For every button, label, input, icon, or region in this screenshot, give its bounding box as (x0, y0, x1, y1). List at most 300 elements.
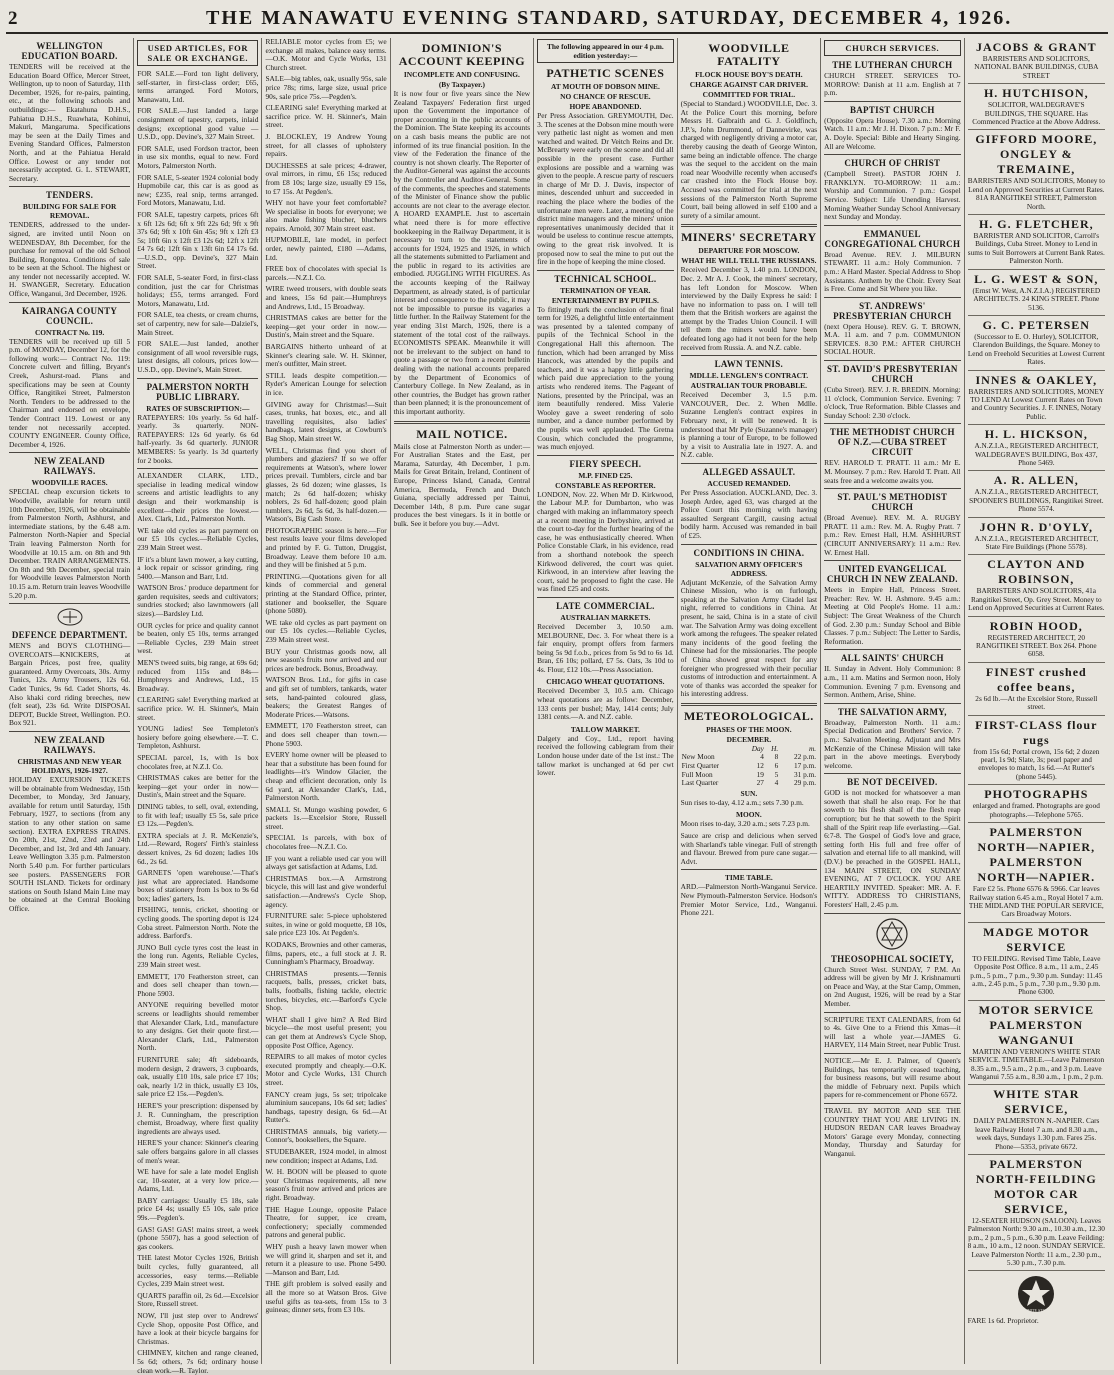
article-mail-notice: Mails close at Palmerston North as under:— For Australian States and the East, per Marama, Saturday, 4th December, 1 p.m. Mails for Great Britain, Ireland, Continent of Europe, Princess Island, Canada, Central America, Bermuda, French and Dutch Guiana, specially addressed per Tainui, December 14th, 8 p.m. Pure cane sugar produces the best vinegars. Is it in bottle or bulk. See it before you buy.—Advt. (393, 441, 531, 528)
article-technical: To fittingly mark the conclusion of the final term for 1926, a delightful little entertainment was presented by a talented company of pupils of the Technical School in the Congregational Hall this afternoon. The function, which had been arranged by Miss Hancock, was attended by the pupils and teachers, and it was a happy little gathering which paid due appreciation to the young artists who rendered items. The Pageant of Nations, presented by the Principal, was an item beautifully rendered. Miss Valerie Wooley gave a sweet rendering of solo number, and a dance number performed by the pupils was well applauded. The Gretna Cousin, which concluded the programme, was much enjoyed. (537, 304, 674, 452)
card-name: G. C. PETERSEN (982, 317, 1090, 332)
classified-ad: BARGAINS hitherto unheard of at Skinner's clearing sale. W. H. Skinner, men's outfitter, Main street. (265, 342, 387, 369)
classified-ad: CLEARING sale! Everything marked at sacrifice price. W. H. Skinner's, Main street. (137, 695, 259, 722)
card-name: MADGE MOTOR SERVICE (983, 924, 1090, 954)
article-timetable: ARD.—Palmerston North-Wanganui Service. New Plymouth-Palmerston Service. Hodson's Premier Motor Service, Ltd., Wanganui. Phone 221. (680, 882, 818, 918)
card-text: BARRISTERS AND SOLICITORS, Money to Lend on Approved Securities at Current Rates. 81A RANGITIKEI STREET, Palmerston North. (967, 176, 1105, 211)
divider (537, 597, 673, 598)
divider (681, 703, 817, 706)
classified-ad: PHOTOGRAPHIC season is here.—For best results leave your films developed and printed by F. G. Tutton, Druggist, Broadway. Leave them before 10 a.m. and they will be finished at 5 p.m. (265, 525, 387, 570)
classified-ad: CLEARING sale! Everything marked at sacrifice price. W. H. Skinner's, Main street. (265, 103, 387, 130)
column-3 (262, 38, 390, 1364)
divider (824, 649, 960, 650)
classified-ad: CHRISTMAS cakes are better for the keeping—get your order in now—Dustin's, Main street and the Square. (137, 773, 259, 800)
classified-ad: HERE'S your chance: Skinner's clearing sale offers bargains galore in all classes of men's wear. (137, 1138, 259, 1165)
classified-ad: FURNITURE sale; 4ft sideboards, modern design, 2 drawers, 3 cupboards, oak, usually £10 10s, sale price £7 10s; oak, nearly 1/2 in thick, usually £3 10s, sale price £2 15s.—Pegden's. (137, 1054, 259, 1099)
classified-ad: WE have for sale a late model English car, 10-seater, at a very low price.—Adams, Ltd. (137, 1167, 259, 1194)
headline-mail-notice: MAIL NOTICE. (416, 426, 508, 441)
headline-xmas-railways: NEW ZEALAND RAILWAYS. (34, 735, 106, 756)
subhead-fiery-1: M.P. FINED £25. (578, 470, 633, 480)
divider (9, 186, 130, 187)
article-china: Adjutant McKenzie, of the Salvation Army Chinese Mission, who is on furlough, speaking at the Salvation Army Citadel last night, referred to conditions in China. At present, he said, China is in a state of civil war. The Salvation Army was doing excellent work among the refugees. The speaker related many incidents of the good feeling the Chinese had for the missionaries. The people of China showed great respect for any foreigner who progressed with their peculiar customs of introduction and entertainment. A vote of thanks was accorded the speaker for his interesting address. (680, 577, 818, 699)
subhead-late-commercial: AUSTRALIAN MARKETS. (560, 612, 651, 622)
church-salvation-army-text: Broadway, Palmerston North. 11 a.m.: Special Dedication and Brothers' Service. 7 p.m.: Salvation Meeting. Adjutant and Mrs McKenzie of the Chinese Mission will take part in the above meetings. Everybody welcome. (824, 717, 961, 770)
church-baptist: BAPTIST CHURCH (849, 104, 935, 115)
professional-card (968, 38, 1105, 84)
card-name: PHOTOGRAPHS (984, 787, 1089, 802)
divider (9, 731, 130, 732)
subhead-xmas-railways: CHRISTMAS AND NEW YEAR HOLIDAYS, 1926-1927. (17, 757, 122, 776)
classified-ad: RELIABLE motor cycles from £5; we exchange all makes, balance easy terms.—O.K. Motor and Cycle Works, 131 Church street. (265, 37, 387, 72)
classified-ad: GIVING away for Christmas!—Suit cases, trunks, hat boxes, etc., and all travelling requisites, also ladies' handbags, latest designs, at Cowburn's Bag Shop, Main street W. (265, 399, 387, 443)
moon-phase-cell: Full Moon (681, 769, 713, 779)
classified-ad: FOR SALE, 5-seater Ford, in first-class condition, just the car for Christmas holidays; £55, terms arranged. Ford Motors, Manawatu, Ltd. (137, 273, 259, 308)
subhead-assault: ACCUSED REMANDED. (707, 479, 791, 488)
subhead-pathetic-3: HOPE ABANDONED. (569, 102, 642, 111)
card-name: PALMERSTON NORTH—NAPIER, PALMERSTON NORTH—NAPIER. (977, 825, 1096, 885)
moon-phase-cell: Last Quarter (681, 778, 719, 788)
divider (9, 603, 130, 604)
column-6 (678, 38, 821, 1364)
church-emmanuel-text: Broad Avenue. REV. J. MILBURN STEWART. 11 a.m.: Holy Communion. 7 p.m.: A Hard Master. Special Address to Shop Assistants. Anthem by the Choir. Every Seat is Free. Come and Sit Where you like. (824, 249, 961, 294)
subhead-miners-2: WHAT HE WILL TELL THE RUSSIANS. (681, 256, 817, 266)
article-account-keeping: It is now four or five years since the New Zealand Taxpayers' Federation first urged upon the Government the importance of proper accounting in the public accounts of the Dominion. The State keeping its accounts on a cash basis means the public are not informed of its true financial position. In the view of the Federation the finance of the country is not shown clearly. The Reporter of the Auditor-General was against the accounts by the Controller and Auditor-General. Some of the comments, the speeches and statements of the Minister of Finance show the public accounts are not clear to the average elector. A HOARD EXAMPLE. Just to ascertain what need there is for more effective bookkeeping in the Railway Department, it is necessary to turn to the statements of accounts for 1924, 1925 and 1926, in which all the statements submitted to Parliament and the public in regard to its activities are embodied. JUGGLING WITH FIGURES. As the accounts keeping of the Railway Department, as already stated, is of particular interest and consequence to the public, it may not be impossible to pursue its vagaries a little further. In the Railway Statement for the year ending 31st March, 1926, there is a statement of the total cost of the railways. ECONOMISTS SPEAK. Meanwhile it will not be irrelevant to the subject on hand to quote a passage or two from a recent bulletin dealing with the national accounts prepared by the Department of Economics of Canterbury College. In New Zealand, as in other countries, the Budget has grown rather than been planned; it is the pronouncement of this important authority. (393, 89, 531, 416)
classified-ad: STILL leads despite competition.—Ryder's American Lounge for selection in ice. (265, 370, 387, 397)
classified-list (137, 472, 258, 1375)
card-text: MARTIN AND VERNON'S WHITE STAR SERVICE. TIMETABLE.—Leave Palmerston 8.35 a.m., 9.5 a.m., 2 p.m., and 3 p.m. Leave Wanganui 7.55 a.m., 8.30 a.m., 1 p.m., 2 p.m. (968, 1046, 1105, 1081)
classified-ad: KODAKS, Brownies and other cameras, films, papers, etc., a full stock at J. R. Cunningham's Pharmacy, Broadway. (265, 940, 387, 967)
article-tallow: Dalgety and Coy., Ltd., report having received the following cablegram from their London house under date of the 1st inst.: The tallow market is unchanged at 6d per cwt lower. (537, 733, 674, 778)
white-star-label: WHITE STAR (1024, 1308, 1049, 1314)
card-name: ROBIN HOOD, (989, 618, 1083, 633)
headline-kairanga: KAIRANGA COUNTY COUNCIL. (21, 305, 118, 326)
classified-ad: WATSON Bros.' produce department for garden requisites, seeds and cultivators; sundries stocked; also lawnmowers (all sizes).—Bardsley Ltd. (137, 583, 259, 619)
subhead-pathetic-1: AT MOUTH OF DOBSON MINE. (550, 82, 660, 91)
card-text: enlarged and framed. Photographs are good photographs.—Telephone 5765. (972, 801, 1100, 819)
subhead-woodville-3: COMMITTED FOR TRIAL. (702, 90, 796, 99)
subhead-kairanga: CONTRACT No. 119. (34, 327, 105, 337)
church-united-evangelical: UNITED EVANGELICAL CHURCH IN NEW ZEALAND. (826, 564, 958, 585)
card-name: H. HUTCHISON, (983, 86, 1089, 101)
fare-line: FARE 1s 6d. Proprietor. (967, 1316, 1039, 1326)
divider (537, 270, 673, 271)
classified-ad: FOR SALE.—Just landed, another consignment of all wool reversible rugs, latest designs, all colours, prices low—U.S.D., opp. Devine's, Main Street. (137, 339, 259, 374)
article-theosophical: Church Street West. SUNDAY, 7 P.M. An address will be given by Mr J. Krishnamurti on Peace and Way, at the Star Camp, Ommen, on 2nd August, 1926, will be read by a Star Member. (824, 964, 961, 1008)
classified-ad: WIRE tweed trousers, with double seats and knees, 15s 6d pair.—Humphreys and Andrews, Ltd., 15 Broadway. (265, 284, 387, 311)
classified-ad: FOR SALE, 5-seater 1924 colonial body Hupmobile car, this car is as good as new; £235, real snip, terms arranged. Ford Motors, Manawatu, Ltd. (137, 172, 259, 208)
card-text: Fare £2 5s. Phone 6576 & 5966. Car leaves Railway station 6.45 a.m., Royal Hotel 7 a.m. THE MIDLAND THE POPULAR SERVICE, Cars Broadway Motors. (968, 884, 1104, 919)
professional-card (968, 555, 1105, 616)
card-name: FINEST crushed coffee beans, (985, 664, 1087, 694)
divider (824, 360, 960, 361)
classified-ad: WELL, Christmas find you short of plumbers and glaziers? If so we offer requirements at Watson's, where lower prices prevail. Tumblers, circle and bar glasses, 2s 6d dozen; wine glasses, 1s match; 2s 6d half-dozen; whisky noblers, 2s 6d half-dozen; good plain tumblers, 2s 6d, 5s 6d, 3s half-dozen.—Watson's, Big Cash Store. (265, 445, 387, 524)
classified-ad: FOR SALE, tea chests, or cream churns, set of carpentry, new for sale—Dalziel's, Main Street. (137, 310, 259, 337)
professional-card (968, 270, 1105, 316)
classified-ad: FOR SALE, tapestry carpets, prices 6ft x 6ft 12s 6d; 6ft x 9ft 22s 6d; 9ft x 9ft 37s 6d; 9ft x 10ft 6in 45s; 9ft x 12ft £3 5s; 10ft 6in x 12ft £3 12s 6d; 12ft x 12ft £4 7s 6d; 12ft 6in x 13ft 6in £4 17s 6d.—U.S.D., opp. Devine's, 327 Main Street. (137, 209, 259, 271)
card-name: PALMERSTON NORTH-FEILDING MOTOR CAR SERVICE, (975, 1157, 1097, 1216)
moon-phase-cell: 8 (774, 752, 779, 762)
church-st-pauls: ST. PAUL'S METHODIST CHURCH (837, 492, 948, 513)
divider (824, 297, 960, 298)
classified-header: USED ARTICLES, FOR SALE OR EXCHANGE. (137, 40, 258, 66)
headline-defence: DEFENCE DEPARTMENT. (11, 630, 128, 641)
moon-times: Moon rises to-day, 3.20 a.m.; sets 7.23 p.m. (680, 819, 810, 829)
classified-ad: FURNITURE sale: 5-piece upholstered suites, in wine or gold moquette, £8 10s, sale price £23 10s. At Pegden's. (265, 911, 387, 938)
divider (137, 378, 258, 379)
professional-card (968, 716, 1105, 786)
church-all-saints: ALL SAINTS' CHURCH (840, 653, 944, 664)
advert-travel: TRAVEL BY MOTOR AND SEE THE COUNTRY THAT YOU ARE LIVING IN. HUDSON REDAN CAR leaves Broadway Motors' Garage every Monday, connecting Monday, Thursday and Saturday for Wanganui. (824, 1105, 961, 1158)
church-christ: CHURCH OF CHRIST (844, 158, 941, 169)
classified-ad: ALEXANDER CLARK, LTD., specialise in leading medical window screens and artistic leadlights to any design and their workmanship is excellent—their prices the lowest.—Alex. Clark, Ltd., Palmerston North. (137, 471, 259, 524)
subhead-account-keeping: INCOMPLETE AND CONFUSING. (403, 70, 520, 79)
church-lutheran: THE LUTHERAN CHURCH (832, 60, 953, 70)
headline-education-board: WELLINGTON EDUCATION BOARD. (21, 41, 118, 61)
classified-ad: ANYONE requiring bevelled motor screens or leadlights should remember that Alexander Clark, Ltd., manufacture to any designs. Get their quote first.—Alexander Clark, Ltd., Palmerston North. (137, 1000, 259, 1053)
subhead-tennis-2: AUSTRALIAN TOUR PROBABLE. (690, 381, 807, 391)
card-text: A.N.Z.I.A., REGISTERED ARCHITECT, WALDEGRAVE'S BUILDING, Box 437, Phone 5469. (974, 441, 1099, 467)
classified-ad: W. H. BOON will be pleased to quote your Christmas requirements, all new season's fruit now arrived and prices are right. Broadway. (265, 1167, 387, 1203)
card-text: BARRISTERS AND SOLICITORS, 41a Rangitikei Street, Op. Grey Street. Money to Lend on Approved Securities at Current Rates. (968, 586, 1105, 613)
subhead-railways: WOODVILLE RACES. (31, 478, 108, 488)
card-text: 12-SEATER HUDSON (SALOON). Leaves Palmerston North: 9.30 a.m., 10.30 a.m., 12.30 p.m., 2 p.m., 5 p.m., 6.30 p.m. Leave Feilding: 8 a.m., 10 a.m., 12 noon. SUNDAY SERVICE. Leave Palmerston North: 11 a.m., 2.30 p.m., 5.30 p.m., 7.30 p.m. (967, 1216, 1105, 1268)
card-text: DAILY PALMERSTON N.-NAPIER. Cars leave Railway Hotel 7 a.m. and 8.30 a.m., week days, Sundays 1.30 p.m. Fares 25s. Phone—5353, private 6672. (973, 1116, 1100, 1151)
byline: (By Taxpayer.) (438, 80, 485, 89)
classified-ad: WATSON Bros. Ltd., for gifts in case and gift set of tumblers, tankards, water sets, hand-painted coloured glass, beakers; the Greatest Ranges of Moderate Prices.—Watsons. (265, 675, 387, 719)
professional-card (968, 130, 1105, 215)
classified-ad: WHY not have your feet comfortable? We specialise in boots for everyone; we also make fishing blucher, bluchers repairs. Arnold, 307 Main street east. (265, 198, 387, 233)
moon-phases-table (681, 745, 817, 788)
divider (824, 1053, 960, 1054)
card-name: WHITE STAR SERVICE, (993, 1087, 1080, 1117)
page-number: 2 (8, 8, 18, 29)
church-emmanuel: EMMANUEL CONGREGATIONAL CHURCH (824, 228, 961, 249)
classified-ad: STUDEBAKER, 1924 model, in almost new condition; inspect at Adams, Ltd. (265, 1147, 387, 1165)
headline-wheat: CHICAGO WHEAT QUOTATIONS. (546, 677, 665, 687)
church-baptist-text: (Opposite Opera House). 7.30 a.m.: Morning Watch. 11 a.m.: Mr J. H. Dixon. 7 p.m.: Mr F. A. Doyle. Special: Bible and Hearty Singing. All are Welcome. (824, 115, 961, 151)
divider (824, 154, 960, 155)
church-methodist-text: REV. HAROLD T. PRATT. 11 a.m.: Mr E. M. Mounsey. 7 p.m.: Rev. Harold T. Pratt. All seats free and a welcome awaits you. (824, 458, 961, 485)
moon-phase-row (681, 779, 817, 788)
headline-tennis: LAWN TENNIS. (714, 359, 784, 370)
professional-card (968, 471, 1105, 517)
headline-tenders: TENDERS. (46, 190, 94, 201)
moon-phase-cell: 12 (756, 761, 764, 771)
crest-icon (55, 607, 85, 627)
classified-ad: EXTRA specials at J. R. McKenzie's, Ltd.—Reward, Rogers' Firth's stainless dessert knives, 2s 6d dozen; ladies 10s 6d., 2s 6d. (137, 830, 259, 866)
professional-card (968, 1155, 1105, 1271)
moon-phase-cell: 17 p.m. (794, 761, 817, 771)
divider (137, 468, 258, 469)
classified-ad: THE gift problem is solved easily and all the more so at Watson Bros. Give useful gifts as tea-sets, from 15s to 3 guineas; dinner sets, from £3 10s. (265, 1279, 387, 1315)
church-st-davids-text: (Cuba Street). REV. J. R. BREDIN. Morning: 11 o'clock, Communion Service. Evening: 7 o'clock, True Reformation. Bible Classes and Sunday School: 2.30 o'clock. (824, 385, 961, 420)
classified-ad: IF it's a blunt lawn mower, a key cutting, a lock repair or scissor grinding, ring 5400.—Manson and Barr, Ltd. (137, 554, 259, 581)
divider (824, 703, 960, 704)
subhead-technical-2: ENTERTAINMENT BY PUPILS. (551, 295, 659, 305)
divider (824, 1103, 960, 1104)
classified-ad: FANCY cream jugs, 5s set; tripolcake aluminium saucepans, 10s 6d set; ladies' handbags, tapestry design, 6s 6d.—At Rutter's. (265, 1089, 387, 1125)
divider (9, 302, 130, 303)
church-methodist: THE METHODIST CHURCH OF N.Z.—CUBA STREET CIRCUIT (829, 427, 955, 458)
article-tennis: Received December 3, 1.5 p.m. VANCOUVER, Dec. 2. When Mdlle. Suzanne Lenglen's contract expires in February next, it will be renewed. It is understood that Mr Pyle (Suzanne's manager) is planning a tour of Europe, to be followed by a visit to Australia late in 1927. A. and N.Z. cable. (680, 390, 818, 460)
professional-card (968, 518, 1105, 556)
article-library: RATEPAYERS: 10s yearly. 5s 6d half-yearly. 3s quarterly. NON-RATEPAYERS: 12s 6d yearly. 6s 6d half-yearly. 3s 6d quarterly. JUNIOR MEMBERS: 5s yearly. 1s 3d quarterly for 2 books. (137, 412, 259, 465)
classified-ad: CHRISTMAS presents.—Tennis racquets, balls, presses, cricket bats, balls, footballs, fishing tackle, electric torches, bicycles, etc.—Barford's Cycle Shop. (265, 968, 387, 1013)
professional-card (968, 425, 1105, 471)
moon-phase-cell: 5 (774, 769, 779, 779)
columns (6, 37, 1108, 1375)
classified-ad: NOW, I'll just step over to Andrews' Cycle Shop, opposite Post Office, and have a look at their bicycle bargains for Christmas. (137, 1311, 259, 1346)
divider (824, 560, 960, 561)
church-salvation-army: THE SALVATION ARMY, (837, 706, 947, 717)
professional-card (968, 371, 1105, 426)
church-st-pauls-text: (Broad Avenue). REV. M. A. RUGBY PRATT. 11 a.m.: Rev. M. A. Rugby Pratt. 7 p.m.: Rev. Ernest Hall, H.M. ASHHURST (CIRCUIT ANNIVERSARY): 11 a.m.: Rev. W. Ernest Hall. (824, 513, 961, 557)
classified-ad: SPECIAL parcel, 1s, with 1s box chocolates free, at N.Z.I. Co. (137, 752, 259, 771)
divider (9, 452, 130, 453)
month-label: DECEMBER. (726, 734, 772, 744)
classified-ad: WE take old cycles as part payment on our £5 10s cycles.—Reliable Cycles, 239 Main Street west. (137, 525, 259, 552)
classified-ad: CHRISTMAS cakes are better for the keeping—get your order in now.—Dustin's, Main street and the Square. (265, 313, 387, 340)
church-st-andrews: ST. ANDREWS' PRESBYTERIAN CHURCH (833, 300, 952, 321)
headline-meteorological: METEOROLOGICAL. (683, 708, 814, 723)
classified-ad: FISHING, tennis, cricket, shooting or cycling goods. The sporting depot is 124 Coba street. Palmerston North. Note the address. Barford's. (137, 905, 259, 941)
church-all-saints-text: II. Sunday in Advent. Holy Communion: 8 a.m., 11 a.m. Matins and Sermon noon, Holy Communion. Evening 7 p.m. Evensong and Sermon. Anthem, Arise, Shine. (824, 664, 961, 700)
subhead-library: RATES OF SUBSCRIPTION:— (146, 403, 250, 413)
subhead-tenders: BUILDING FOR SALE FOR REMOVAL. (22, 202, 117, 221)
card-name: CLAYTON AND ROBINSON, (987, 557, 1086, 587)
advert-vinegar: Sauce are crisp and delicious when served with Sharland's table vinegar. Full of strength and flavour. Brewed from pure cane sugar.—Advt. (680, 831, 818, 866)
classified-ad: MEN'S tweed suits, big range, at 69s 6d; reduced from 115s and 84s—Humphreys and Andrews, Ltd., 15 Broadway. (137, 658, 259, 693)
church-st-andrews-text: (next Opera House). REV. G. T. BROWN, M.A. 11 a.m. and 7 p.m. COMMUNION SERVICES. 8.30 P.M.: AFTER CHURCH SOCIAL HOUR. (824, 321, 961, 357)
divider (681, 355, 817, 356)
classified-list (137, 70, 258, 375)
card-text: 2s 6d lb.—At the Excelsior Store, Russell street. (975, 693, 1098, 712)
classified-ad: FREE box of chocolates with special 1s parcels.—N.Z.I. Co. (265, 264, 387, 282)
classified-ad: SPECIAL 1s parcels, with box of chocolates free—N.Z.I. Co. (265, 833, 387, 852)
classified-ad: FOR SALE.—Ford ton light delivery, self-starter, in first-class order; £65, terms arranged. Ford Motors, Manawatu, Ltd. (137, 69, 259, 104)
classified-list (265, 38, 386, 1315)
professional-card (968, 215, 1105, 270)
card-text: A.N.Z.I.A., REGISTERED ARCHITECT, State Fire Buildings (Phone 5578). (974, 533, 1099, 551)
headline-technical: TECHNICAL SCHOOL. (554, 273, 657, 284)
article-kairanga: TENDERS will be received up till 5 p.m. of MONDAY, December 12, for the following work:— Contract No. 119: Concrete culvert and filling, Bryant's Creek, Ashurst-road. Plans and specifications may be seen at County Office, Rangitikei Street, Palmerston North. Tenders to be addressed to the Chairman and endorsed on envelope, Tender Contract 119. Lowest or any tender not necessarily accepted. COUNTY ENGINEER. County Office, December 4, 1926. (9, 336, 131, 449)
classified-ad: CHIMNEY, kitchen and range cleaned, 5s 6d; others, 7s 6d; ordinary house clean work.—R. Taylor. (137, 1348, 259, 1375)
moon-phase-cell: 22 p.m. (794, 752, 817, 762)
column-4 (391, 38, 534, 1364)
headline-woodville: WOODVILLE FATALITY (708, 41, 790, 68)
classified-ad: EVERY home owner will be pleased to hear that a substitute has been found for leadlights—it's Window Glacier, the cheap and efficient decoration, only 1s 6d yard, at Alexander Clark's, Ltd., Palmerston North. (265, 750, 387, 803)
headline-library: PALMERSTON NORTH PUBLIC LIBRARY. (146, 381, 250, 402)
subhead-pathetic-2: NO CHANCE OF RESCUE. (560, 92, 651, 101)
page-title: THE MANAWATU EVENING STANDARD, SATURDAY, DECEMBER 4, 1926. (206, 7, 1013, 29)
professional-card (968, 823, 1105, 923)
professional-card (968, 84, 1105, 130)
article-tenders: TENDERS, addressed to the under-signed, are invited until Noon on WEDNESDAY, 8th December, for the purchase for removal of the old School Building, Rongotea. Conditions of sale to be seen at the School. The highest or any tender not necessarily accepted. W. H. SWANGER, Secretary. Education Office, Wanganui, 3rd December, 1926. (9, 220, 131, 299)
white-star-icon (1016, 1274, 1056, 1314)
classified-ad: FOR SALE.—Just landed a large consignment of tapestry, carpets, inlaid designs; exceptional good value —U.S.D., opp. Devine's, 327 Main Street. (137, 106, 259, 142)
classified-ad: THE latest Motor Cycles 1926, British built cycles, fully guaranteed, all accessories, easy terms.—Reliable Cycles, 239 Main street west. (137, 1253, 259, 1289)
classified-ad: JUNO Bull cycle tyres cost the least in the long run. Agents, Reliable Cycles, 239 Main street west. (137, 942, 259, 970)
classified-ad: HUPMOBILE, late model, in perfect order, newly painted, £180 —Adams, Ltd. (265, 235, 387, 262)
moon-phase-cell: 6 (774, 761, 779, 771)
classified-ad: REPAIRS to all makes of motor cycles executed promptly and cheaply.—O.K. Motor and Cycle Works, 131 Church street. (265, 1052, 387, 1087)
card-text: TO FEILDING. Revised Time Table, Leave Opposite Post Office. 8 a.m., 11 a.m., 2.45 p.m., 5 p.m., 7 p.m., 9.30 p.m. Sunday: 11.45 a.m., 2.45 p.m., 5 p.m., 7.30 p.m., 9.30 p.m. Phone 6300. (970, 953, 1103, 997)
subhead-technical-1: TERMINATION OF YEAR. (560, 285, 651, 295)
classified-ad: HERE'S your prescription: dispensed by J. R. Cunningham, the prescription chemist, Broadway, where first quality ingredients are always used. (137, 1100, 259, 1136)
sun-heading: SUN. (740, 788, 758, 798)
divider (824, 225, 960, 226)
subhead-miners-1: DEPARTURE FOR MOSCOW. (698, 246, 800, 256)
moon-phase-cell: 29 p.m. (794, 778, 817, 788)
classified-ad: SMALL St. Mungo washing powder, 6 packets 1s.—Excelsior Store, Russell street. (265, 804, 387, 831)
card-text: SOLICITOR, WALDEGRAVE'S BUILDINGS, THE SQUARE. Has Commenced Practice at the Above Address. (972, 100, 1101, 127)
card-name: MOTOR SERVICE PALMERSTON WANGANUI (978, 1002, 1094, 1047)
moon-phase-cell: 4 (774, 778, 779, 788)
card-name: L. G. WEST & SON, (974, 271, 1099, 286)
headline-be-not-deceived: BE NOT DECEIVED. (847, 777, 938, 788)
moon-phase-cell: 31 p.m. (794, 769, 817, 779)
headline-china: CONDITIONS IN CHINA. (693, 547, 805, 558)
edition-note: The following appeared in our 4 p.m. edition yesterday:— (537, 39, 673, 63)
classified-ad: GARNETS 'open warehouse.'—That's just what are appreciated. Handsome boxes of stationery from 1s box to 9s 6d box; ladies' garters, 1s. (137, 868, 259, 903)
article-railways: SPECIAL cheap excursion tickets to Woodville, available for return until 10th December, 1926, will be obtainable from Palmerston North, Ashhurst, and intermediate stations, by the 6.48 a.m. Palmerston North-Napier and Special Train leaving Palmerston North for Woodville at 10.15 a.m. on 8th and 9th December. TRAIN ARRANGEMENTS. On 8th and 9th December, special train for Woodville leaves Palmerston North 10.15 a.m. Return train leaves Woodville 5.20 p.m. (9, 487, 131, 600)
card-name: JACOBS & GRANT (975, 40, 1097, 54)
divider (824, 423, 960, 424)
card-text: from 15s 6d; Portal crown, 15s 6d; 2 dozen pearl, 1s 9d; Slate, 3s; pearl paper and envelopes to match, 1s 6d.—At Rutter's (phone 5445). (973, 746, 1100, 781)
headline-fiery: FIERY SPEECH. (569, 458, 642, 469)
headline-tallow: TALLOW MARKET. (570, 724, 640, 734)
moon-table-header: Day (751, 743, 764, 753)
headline-theosophical: THEOSOPHICAL SOCIETY, (830, 953, 954, 964)
professional-card (968, 923, 1105, 1001)
classified-ad: WHY push a heavy lawn mower when we will grind it, sharpen and set it, and return it a pleasure to use. Phone 5490.—Manson and Barr, Ltd. (265, 1242, 387, 1277)
moon-table-header: m. (809, 743, 817, 753)
subhead-fiery-2: CONSTABLE AS REPORTER. (555, 480, 656, 490)
headline-account-keeping: DOMINION'S ACCOUNT KEEPING (398, 41, 526, 68)
moon-phase-cell: New Moon (681, 752, 715, 762)
sun-times: Sun rises to-day, 4.12 a.m.; sets 7.30 p.m. (680, 797, 804, 807)
card-text: REGISTERED ARCHITECT, 20 RANGITIKEI STREET. Box 264. Phone 6058. (975, 632, 1097, 659)
professional-card (968, 617, 1105, 663)
column-5 (534, 38, 677, 1364)
advert-calendars: SCRIPTURE TEXT CALENDARS, from 6d to 4s. Give One to a Friend this Xmas—it will last a whole year.—JAMES G. HARVEY, 114 Main Street, near Public Trust. (824, 1014, 961, 1050)
article-defence: MEN'S and BOYS CLOTHING—OVERCOATS—KNICKERS, at Bargain Prices, post free, quality guaranteed. Army Overcoats, 30s. Army Tunics, 12s. Army Trousers, 12s 6d. Cadet Tunics, 9s 6d. Cadet Shorts, 4s. Also khaki cord riding breeches, new (felt seat), 23s 6d. Write DISPOSAL DEPOT, Buckle Street, Wellington. P.O. Box 921. (9, 641, 131, 728)
headline-miners: MINERS' SECRETARY (681, 230, 817, 245)
divider (824, 1012, 960, 1013)
card-text: BARRISTERS AND SOLICITORS, MONEY TO LEND At Lowest Current Rates on Town and Country Securities. J. F. INNES, Notary Public. (968, 386, 1105, 421)
theosophical-seal-icon (875, 917, 909, 951)
church-christ-text: (Campbell Street). PASTOR JOHN J. FRANKLYN. TO-MORROW: 11 a.m.: Worship and Communion. 7 p.m.: Gospel Service. Subject: Life Unending Harvest. Morning Weather Sunday School Anniversary next Sunday and Monday. (824, 169, 961, 222)
moon-heading: MOON. (736, 810, 762, 820)
church-services-header: CHURCH SERVICES. (824, 40, 960, 56)
classified-ad: THE Hague Lounge, opposite Palace Theatre, for supper, ice cream, confectionery; specially commended patrons and general public. (265, 1204, 387, 1240)
moon-phase-cell: 27 (756, 778, 764, 788)
notice-palmer: NOTICE.—Mr E. J. Palmer, of Queen's Buildings, has temporarily ceased teaching, for business reasons, but will resume about the middle of February next. Pupils which papers for re-commencement or Phone 6572. (824, 1055, 961, 1100)
classified-ad: EMMETT, 170 Featherston street, can and does sell cheaper than town.—Phone 5903. (265, 721, 387, 748)
card-text: (Ernst W. West, A.N.Z.I.A.) REGISTERED ARCHITECTS. 24 KING STREET. Phone 5136. (972, 285, 1101, 312)
moon-phase-cell: 4 (760, 752, 764, 762)
headline-late-commercial: LATE COMMERCIAL. (556, 600, 655, 611)
article-education-board: TENDERS will be received at the Education Board Office, Mercer Street, Wellington, up to noon of Saturday, 11th December, 1926, for re-pairs, painting, etc., at the following schools and outbuildings:— Ekatahuna D.H.S., Pahiatua D.H.S., Ruawhata, Kohinui, Makuri, Mangaruma. Specifications may be seen at the Daily Times and Evening Standard Offices, Palmerston North, and at the Pahiatua Herald Office. Lowest or any tender not necessarily accepted. G. L. STEWART, Secretary. (9, 62, 131, 183)
article-be-not-deceived: GOD is not mocked for whatsoever a man soweth that shall he also reap. For he that soweth to his flesh shall of the flesh reap corruption; but he that soweth to the Spirit shall of the Spirit reap life everlasting.—Gal. 6:7-8. The Gospel of God's love and grace, setting forth His full and free offer of salvation and eternal life to all mankind, will (D.V.) be preached in the GOSPEL HALL, 134 MAIN STREET, ON SUNDAY EVENING, AT 7 O'CLOCK. YOU ARE HEARTILY INVITED. Speaker: MR. A. F. WITTY. ADDRESS TO CHRISTIANS, Foresters' Hall, 2.45 p.m. (824, 788, 961, 909)
card-text: A.N.Z.I.A., REGISTERED ARCHITECT, SPOONER'S BUILDINGS, Rangitikei Street. Phone 5574. (969, 487, 1104, 514)
article-pathetic: Per Press Association. GREYMOUTH, Dec. 3. The scenes at the Dobson mine mouth were very pathetic last night as women and men watched and waited. Dr Veitch Reins and Dr. McBrearty were early on the scene and did all possible in the present case. Further explosions are possible and a warning was given to the people. A rescue party of rescuers in charge of Mr D. J. Davis, inspector of mines, descended unhurt and succeeded in reaching the place where the bodies of the unfortunate men were. Later, a meeting of the district mine managers and the miners' union representatives unanimously decided that it would be useless to continue rescue attempts, owing to the great risk involved. It is proposed now to seal the mine to put out the fire in the hope of keeping the mine closed. (537, 111, 674, 267)
article-woodville: (Special to Standard.) WOODVILLE, Dec. 3. At the Police Court this morning, before Messrs H. Galbraith and G. J. Goldfinch, J.P.'s, John Drummond, of Dannevirke, was charged with negligently driving a motor car, thereby causing the death of George Winton, same being an indictable offence. The charge was the sequel to the accident on the main road near Woodville recently when accused's car crashed into the Flock House boy. Accused was committed for trial at the next sessions of the Palmerston North Supreme Court, bail being allowed in self £100 and a surety of a similar amount. (680, 99, 818, 220)
classified-ad: CHRISTMAS box.—A Armstrong bicycle, this will last and give wonderful satisfaction.—Andrews's Cycle Shop, agency. (265, 873, 387, 909)
headline-pathetic: PATHETIC SCENES (546, 66, 665, 80)
classified-ad: BABY carriages: Usually £5 18s, sale price £4 4s; usually £5 10s, sale price 99s.—Pegden's. (137, 1195, 259, 1223)
professional-card (968, 785, 1105, 823)
masthead (6, 6, 1108, 34)
subhead-woodville-1: FLOCK HOUSE BOY'S DEATH. (695, 70, 803, 79)
classified-ad: GAS! GAS! GAS! mains street, a week (phone 5507), has a good selection of gas cookers. (137, 1224, 259, 1251)
classified-ad: IF you want a reliable used car you will always get satisfaction at Adams, Ltd. (265, 853, 387, 872)
card-name: JOHN R. D'OYLY, (979, 519, 1094, 534)
headline-assault: ALLEGED ASSAULT. (702, 467, 796, 477)
church-united-evangelical-text: Meets in Empire Hall, Princess Street. Preacher: Rev. W. H. Ashmore. 9.45 a.m.: Meeting at Old People's Home. 11 a.m.: Subject: The Great Weakness of the Church of God. 2.30 p.m.: Sunday School and Bible Classes. 7 p.m.: Subject: The Letter to Sardis, Reformation. (824, 585, 961, 646)
classified-ad: YOUNG ladies! See Templeton's hosiery before going elsewhere.—T. C. Templeton, Ashhurst. (137, 724, 259, 751)
classified-ad: PRINTING.—Quotations given for all kinds of commercial and general printing at the Standard Office, printer, stationer and bookseller, the Square (phone 5080). (265, 571, 387, 616)
divider (537, 455, 673, 456)
card-name: H. G. FLETCHER, (978, 217, 1094, 232)
professional-card (968, 1001, 1105, 1086)
card-name: INNES & OAKLEY, (975, 372, 1098, 387)
subhead-woodville-2: CHARGE AGAINST CAR DRIVER. (689, 80, 808, 89)
moon-table-header: H. (771, 743, 779, 753)
column-2 (134, 38, 262, 1375)
card-text: BARRISTER AND SOLICITOR, Carroll's Buildings, Cuba Street. Money to Lend in sums to Suit Borrowers at Current Bank Rates. Palmerston North. (967, 231, 1105, 266)
card-name: GIFFORD MOORE, ONGLEY & TREMAINE, (975, 132, 1098, 177)
divider (824, 773, 960, 774)
article-xmas-railways: HOLIDAY EXCURSION TICKETS will be obtainable from Wednesday, 15th December, to Monday, 3rd January, available for return until Saturday, 15th February, 1927, to sections (from any station to any other station on same section). EXTRA EXPRESS TRAINS. On 20th, 21st, 22nd, 23rd and 24th December, and 1st, 3rd and 4th January. Leave Wellington 3.35 p.m. Palmerston North 5.40 p.m. For further particulars see posters. PASSENGERS FOR SOUTH ISLAND. Tickets for ordinary stations on South Island Main Line may be obtained at the Central Booking Office. (9, 775, 131, 913)
card-name: FIRST-CLASS flour rugs (975, 717, 1098, 747)
card-text: BARRISTERS AND SOLICITORS, NATIONAL BANK BUILDINGS, CUBA STREET (974, 54, 1099, 80)
subhead-moon-phases: PHASES OF THE MOON. (706, 724, 792, 734)
divider (824, 913, 960, 914)
divider (681, 869, 817, 870)
classified-ad: WHAT shall I give him? A Red Bird bicycle—the most useful present; you can get them at Andrews's Cycle Shop, opposite Post Office, Agency. (265, 1014, 387, 1050)
subhead-tennis-1: MDLLE. LENGLEN'S CONTRACT. (689, 371, 809, 381)
column-1 (6, 38, 134, 1364)
divider (824, 488, 960, 489)
classified-ad: DUCHESSES at sale prices; 4-drawer, oval mirrors, in rimu, £6 15s; reduced from £8 10s; large size, usually £9 15s, to £7 15s. At Pegden's. (265, 160, 387, 196)
church-lutheran-text: CHURCH STREET. SERVICES TO-MORROW: Danish at 11 a.m. English at 7 p.m. (824, 71, 961, 98)
column-8 (965, 38, 1108, 1364)
divider (681, 463, 817, 464)
card-name: H. L. HICKSON, (984, 427, 1088, 442)
classified-ad: FOR SALE, used Fordson tractor, been in use six months, equal to new. Ford Motors, Palmerston North. (137, 143, 259, 170)
classified-ad: OUR cycles for price and quality cannot be beaten, only £5 10s, terms arranged—Reliable Cycles, 239 Main street west. (137, 620, 259, 656)
classified-ad: EMMETT, 170 Featherston street, can and does sell cheaper than town.—Phone 5903. (137, 971, 259, 998)
headline-timetable: TIME TABLE. (724, 873, 773, 883)
divider (394, 421, 530, 424)
article-fiery: LONDON, Nov. 22. When Mr D. Kirkwood, the Labour M.P. for Dumbarton, who was charged with making an inflammatory speech at a recent meeting in Derbyshire, arrived at the court to-day for the further hearing of the case, he was enthusiastically cheered. When Police Constable Clark, in his evidence, read from a shorthand notebook the speech Kirkwood delivered, the court was quiet. Kirkwood, in an interview after leaving the court, said he proposed to fight the case. He was fined £25 and costs. (537, 489, 674, 594)
professional-card (968, 663, 1105, 716)
professional-card (968, 1085, 1105, 1155)
church-st-davids: ST. DAVID'S PRESBYTERIAN CHURCH (827, 364, 958, 385)
article-late-commercial: Received December 3, 10.50 a.m. MELBOURNE, Dec. 3. For wheat there is a fair enquiry, prompt offers from farmers being 5s 9d f.o.b., prices from 5s 9d to 6s 1d. Bran, £6 10s; pollard, £7 5s. Oats, 3s 10d to 4s. Flour, £12 10s.—Press Association. (537, 621, 674, 674)
classified-ad: J. BLOCKLEY, 19 Andrew Young street, for all classes of upholstery repairs. (265, 131, 387, 159)
article-wheat: Received December 3, 10.5 a.m. Chicago wheat quotations are as follow: December, 133 cents per bushel; May, 1414 cents; July 1381 cents.—A. and N.Z. cable. (537, 686, 674, 722)
moon-phase-cell: First Quarter (681, 761, 720, 771)
classified-ad: BUY your Christmas goods now, all new season's fruits now arrived and our prices are bedrock. Bonus, Broadway. (265, 646, 387, 673)
divider (824, 101, 960, 102)
card-text: (Successor to E. O. Hurley), SOLICITOR, Clarendon Buildings, the Square. Money to Lend on Freehold Securities at Lowest Current Rates. (967, 331, 1105, 367)
article-miners: Received December 3, 1.40 p.m. LONDON, Dec. 2. Mr A. J. Cook, the miners' secretary, has left London for Moscow. When interviewed by the Daily Express he said: I have no information to pass on. I will tell them that the British workers are against the attempt by the Trades Union Council. I will tell them the miners would have been defeated long ago had it not been for the help received from Russia. A. and N.Z. cable. (680, 265, 818, 352)
professional-card (968, 316, 1105, 371)
column-7 (821, 38, 964, 1364)
classified-ad: WE take old cycles as part payment on our £5 10s cycles.—Reliable Cycles, 239 Main street west. (265, 617, 387, 644)
